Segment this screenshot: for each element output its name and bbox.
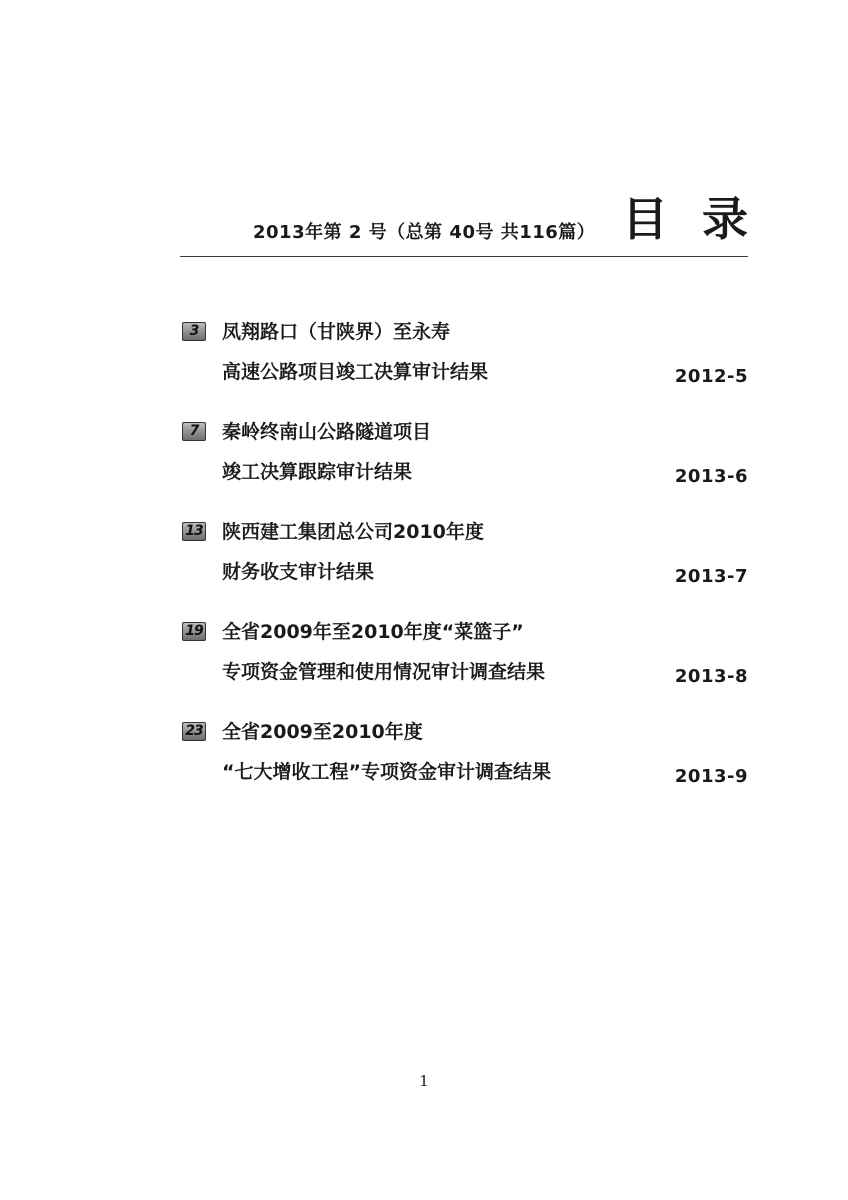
entry-title-line1: 秦岭终南山公路隧道项目 [222, 421, 432, 443]
entry-title-line1: 全省2009年至2010年度“菜篮子” [222, 621, 524, 643]
entry-title-line2: 竣工决算跟踪审计结果 [222, 461, 413, 483]
entry-code: 2012-5 [674, 366, 748, 387]
page-number-badge: 23 [182, 722, 206, 741]
entry-code: 2013-8 [674, 666, 748, 687]
header-divider [180, 256, 748, 257]
page-number-badge: 19 [182, 622, 206, 641]
toc-entry[interactable] [182, 714, 748, 814]
toc-entry[interactable] [182, 414, 748, 514]
toc-list [182, 314, 748, 814]
toc-entry[interactable] [182, 614, 748, 714]
toc-entry[interactable] [182, 314, 748, 414]
entry-title-line2: 财务收支审计结果 [222, 561, 375, 583]
toc-entry[interactable] [182, 514, 748, 614]
entry-title-line2: “七大增收工程”专项资金审计调查结果 [222, 761, 551, 783]
entry-code: 2013-7 [674, 566, 748, 587]
page-number: 1 [419, 1072, 429, 1090]
entry-title-line2: 专项资金管理和使用情况审计调查结果 [222, 661, 546, 683]
page-number-badge: 3 [182, 322, 206, 341]
entry-title-line1: 陕西建工集团总公司2010年度 [222, 521, 484, 543]
toc-title: 目录 [622, 192, 782, 246]
entry-title-line2: 高速公路项目竣工决算审计结果 [222, 361, 489, 383]
page-number-badge: 7 [182, 422, 206, 441]
toc-header [180, 190, 782, 248]
entry-code: 2013-9 [674, 766, 748, 787]
entry-title-line1: 全省2009至2010年度 [222, 721, 423, 743]
page-number-badge: 13 [182, 522, 206, 541]
issue-info: 2013年第 2 号（总第 40号 共116篇） [253, 222, 596, 243]
entry-code: 2013-6 [674, 466, 748, 487]
entry-title-line1: 凤翔路口（甘陕界）至永寿 [222, 321, 451, 343]
